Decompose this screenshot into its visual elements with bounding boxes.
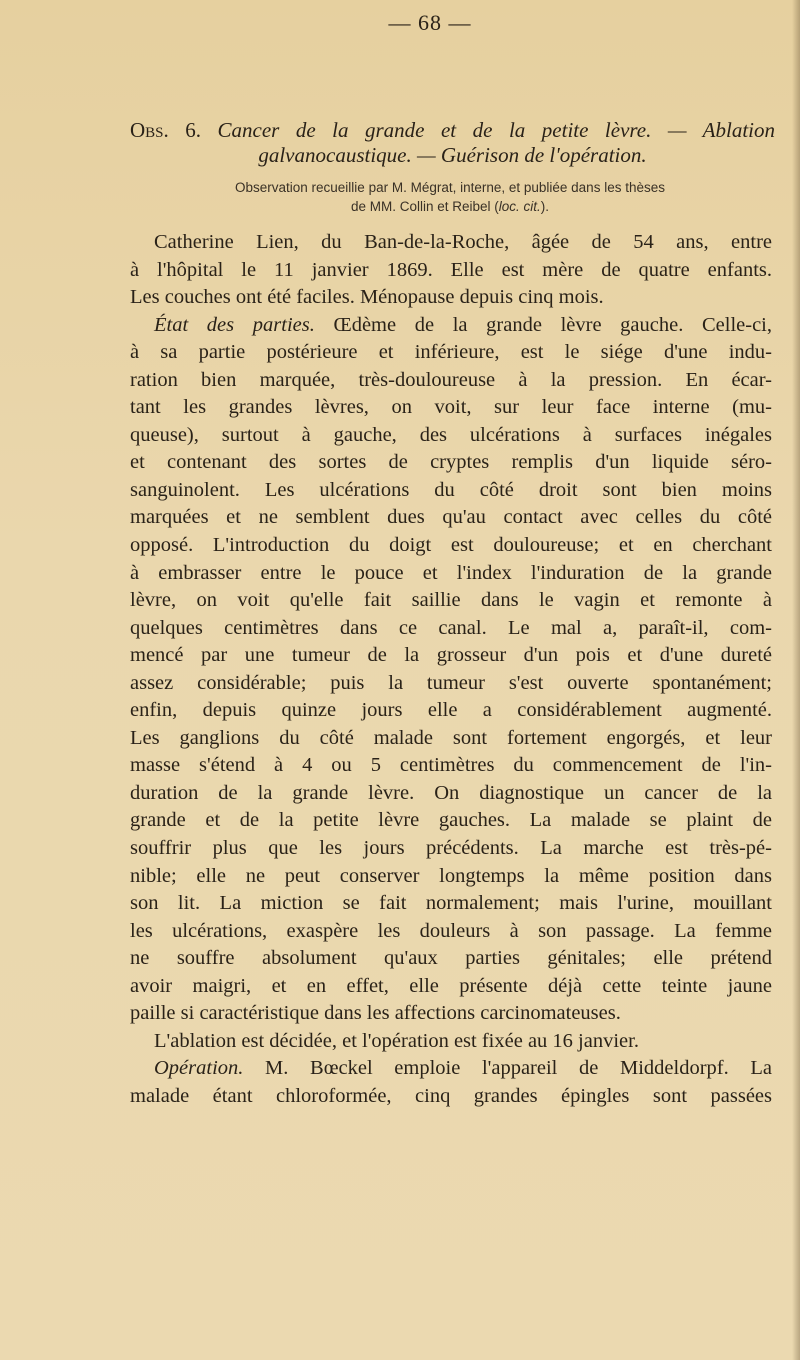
text-line xyxy=(130,780,772,808)
title-text: Cancer de la grande et de la petite lèvre. — Ablation xyxy=(217,118,775,142)
text-line xyxy=(130,697,772,725)
line-text: avoir maigri, et en effet, elle présente déjà cette teinte jaune xyxy=(130,974,772,997)
line-text: mencé par une tumeur de la grosseur d'un pois et d'une dureté xyxy=(130,644,772,667)
text-line xyxy=(130,394,772,422)
text-line xyxy=(130,367,772,395)
line-text: opposé. L'introduction du doigt est douloureuse; et en cherchant xyxy=(130,534,772,557)
line-text: duration de la grande lèvre. On diagnostique un cancer de la xyxy=(130,781,772,804)
text-line xyxy=(130,339,772,367)
text-line xyxy=(130,863,772,891)
text-line xyxy=(130,973,772,1001)
text-line xyxy=(130,1083,772,1111)
text-line xyxy=(130,642,772,670)
line-text: assez considérable; puis la tumeur s'est ouverte spontanément; xyxy=(130,671,772,694)
line-text: tant les grandes lèvres, on voit, sur leur face interne (mu- xyxy=(130,396,772,419)
text-line xyxy=(130,1055,772,1083)
note-citation: loc. cit. xyxy=(498,199,541,214)
line-text: marquées et ne semblent dues qu'au contact avec celles du côté xyxy=(130,506,772,529)
line-text: et contenant des sortes de cryptes remplis d'un liquide séro- xyxy=(130,451,772,474)
line-text: Catherine Lien, du Ban-de-la-Roche, âgée de 54 ans, entre xyxy=(154,231,772,253)
text-line xyxy=(130,835,772,863)
line-text: lèvre, on voit qu'elle fait saillie dans le vagin et remonte à xyxy=(130,589,772,612)
page-number: — 68 — xyxy=(388,10,472,35)
line-text: queuse), surtout à gauche, des ulcérations à surfaces inégales xyxy=(130,423,772,446)
text-line xyxy=(130,807,772,835)
line-text: masse s'étend à 4 ou 5 centimètres du commencement de l'in- xyxy=(130,754,772,777)
page-edge-shadow xyxy=(792,0,800,1360)
line-text: à l'hôpital le 11 janvier 1869. Elle est mère de quatre enfants. xyxy=(130,258,772,281)
line-text: son lit. La miction se fait normalement; mais l'urine, mouillant xyxy=(130,892,772,915)
source-note-line-1: Observation recueillie par M. Mégrat, interne, et publiée dans les thèses xyxy=(235,180,665,195)
section-label: Opération. xyxy=(154,1057,244,1080)
text-line xyxy=(130,449,772,477)
obs-label: Obs. 6. xyxy=(130,118,202,142)
note-prefix: de MM. Collin et Reibel ( xyxy=(350,199,499,214)
line-text: Les couches ont été faciles. Ménopause depuis cinq mois. xyxy=(130,286,604,309)
text-line xyxy=(130,532,772,560)
text-line xyxy=(130,615,772,643)
text-line xyxy=(130,1000,772,1028)
line-text: souffrir plus que les jours précédents. La marche est très-pé- xyxy=(130,837,772,860)
line-text: malade étant chloroformée, cinq grandes épingles sont passées xyxy=(130,1084,772,1107)
line-text: Œdème de la grande lèvre gauche. Celle-ci, xyxy=(314,313,772,336)
text-line xyxy=(130,725,772,753)
line-text: M. Bœckel emploie l'appareil de Middeldorpf. La xyxy=(243,1057,772,1080)
text-line xyxy=(130,560,772,588)
line-text: sanguinolent. Les ulcérations du côté droit sont bien moins xyxy=(130,478,772,501)
line-text: L'ablation est décidée, et l'opération est fixée au 16 janvier. xyxy=(154,1029,639,1052)
text-line xyxy=(130,422,772,450)
text-line xyxy=(130,890,772,918)
text-line xyxy=(130,670,772,698)
text-line xyxy=(130,284,772,312)
observation-title-line-1 xyxy=(130,118,775,143)
text-line xyxy=(130,229,772,257)
line-text: à embrasser entre le pouce et l'index l'induration de la grande xyxy=(130,561,772,584)
text-line xyxy=(130,1028,772,1056)
line-text: les ulcérations, exaspère les douleurs à son passage. La femme xyxy=(130,919,772,942)
line-text: enfin, depuis quinze jours elle a considérablement augmenté. xyxy=(130,699,772,722)
source-note-line-2 xyxy=(150,197,750,216)
line-text: Les ganglions du côté malade sont fortement engorgés, et leur xyxy=(130,726,772,749)
text-line xyxy=(130,752,772,780)
body-text xyxy=(130,229,772,1111)
line-text: ne souffre absolument qu'aux parties génitales; elle prétend xyxy=(130,947,772,970)
line-text: grande et de la petite lèvre gauches. La malade se plaint de xyxy=(130,809,772,832)
text-line xyxy=(130,504,772,532)
text-line xyxy=(130,587,772,615)
observation-title-line-2: galvanocaustique. — Guérison de l'opération. xyxy=(258,143,647,167)
text-line xyxy=(130,918,772,946)
text-line xyxy=(130,257,772,285)
text-line xyxy=(130,477,772,505)
line-text: quelques centimètres dans ce canal. Le mal a, paraît-il, com- xyxy=(130,616,772,639)
text-line xyxy=(130,945,772,973)
note-suffix: ). xyxy=(540,199,550,214)
line-text: ration bien marquée, très-douloureuse à la pression. En écar- xyxy=(130,368,772,391)
section-label: État des parties. xyxy=(154,313,315,336)
line-text: paille si caractéristique dans les affections carcinomateuses. xyxy=(130,1002,621,1025)
text-line xyxy=(130,312,772,340)
line-text: à sa partie postérieure et inférieure, est le siége d'une indu- xyxy=(130,341,772,364)
line-text: nible; elle ne peut conserver longtemps la même position dans xyxy=(130,864,772,887)
